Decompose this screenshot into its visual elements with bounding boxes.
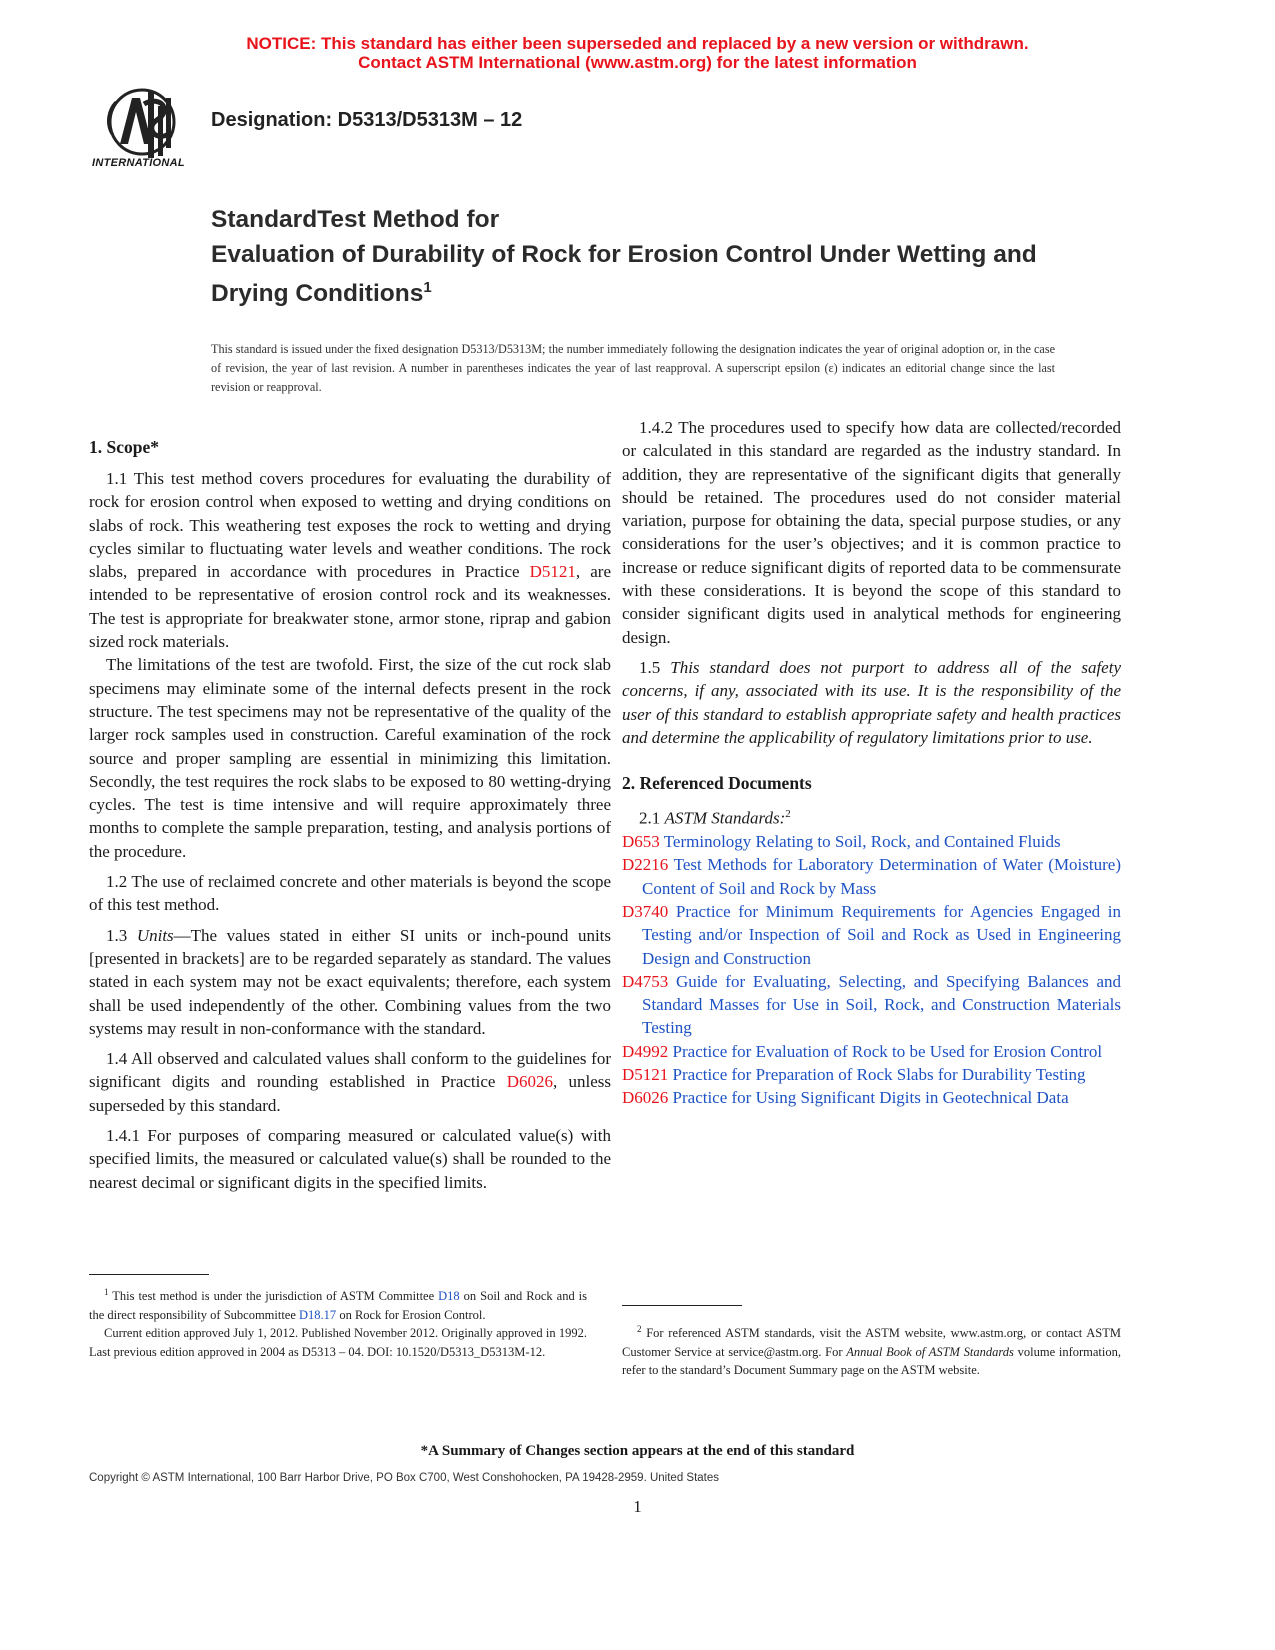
notice-line-2: Contact ASTM International (www.astm.org) for the latest information xyxy=(358,53,917,72)
reference-title[interactable]: Terminology Relating to Soil, Rock, and Contained Fluids xyxy=(663,832,1061,852)
footnote-2 xyxy=(622,1320,1121,1380)
withdrawal-notice xyxy=(0,34,1275,72)
reference-code[interactable]: D6026 xyxy=(622,1088,669,1108)
para-2-1 xyxy=(622,803,1121,830)
footnote-1 xyxy=(89,1283,587,1361)
para-1-4-text-b: , unless superseded by this standard. xyxy=(89,1072,611,1115)
footnote-rule-left xyxy=(89,1274,209,1275)
footnote-rule-right xyxy=(622,1305,742,1306)
link-d18[interactable]: D18 xyxy=(438,1289,460,1304)
para-1-1-text-b: , are intended to be representative of erosion control rock and its weaknesses. The test is appropriate for breakwater stone, armor stone, riprap and gabion sized rock materials. xyxy=(89,562,611,652)
page-number: 1 xyxy=(633,1497,642,1516)
footnote-2-text-b: volume information, refer to the standard’s Document Summary page on the ASTM website. xyxy=(622,1344,1121,1378)
para-1-5 xyxy=(622,656,1121,749)
footnote-2-para xyxy=(622,1320,1121,1380)
reference-code[interactable]: D2216 xyxy=(622,855,669,875)
para-1-3-text: —The values stated in either SI units or inch-pound units [presented in brackets] are to be regarded separately as standard. The values stated in each system may not be exact equivalents; therefore, each system shall be used independently of the other. Combining values from the two systems may result in non-conformance with the standard. xyxy=(89,925,612,1038)
reference-code[interactable]: D3740 xyxy=(622,902,669,921)
reference-item[interactable] xyxy=(622,853,1121,900)
reference-code[interactable]: D4753 xyxy=(622,971,669,991)
title-line-1: StandardTest Method for xyxy=(211,206,500,233)
para-1-4-text-a: 1.4 All observed and calculated values shall conform to the guidelines for significant digits and rounding established in Practice xyxy=(89,1049,611,1092)
para-1-1 xyxy=(89,467,611,653)
astm-logo xyxy=(92,84,197,176)
section-2-heading: 2. Referenced Documents xyxy=(622,773,812,794)
footnote-1-text-b: on Soil and Rock and is the direct responsibility of Subcommittee xyxy=(89,1289,588,1322)
reference-item[interactable] xyxy=(622,1040,1121,1063)
footnote-1-para-1 xyxy=(89,1283,587,1324)
footnote-1-mark: 1 xyxy=(104,1287,109,1297)
reference-item[interactable] xyxy=(622,970,1121,1040)
para-1-3-number: 1.3 xyxy=(106,925,137,945)
issued-statement: This standard is issued under the fixed designation D5313/D5313M; the number immediately following the designation indicates the year of original adoption or, in the case of revision, the year of last revision. A number in parentheses indicates the year of last reapproval. A superscript epsilon (ε) indicates an editorial change since the last revision or reapproval. xyxy=(211,342,1055,394)
link-d18-17[interactable]: D18.17 xyxy=(299,1307,337,1322)
para-1-1-text-a: 1.1 This test method covers procedures for evaluating the durability of rock for erosion control when exposed to wetting and drying conditions on slabs of rock. This weathering test exposes the rock to wetting and drying cycles similar to fluctuating water levels and weather conditions. The rock slabs, prepared in accordance with procedures in Practice xyxy=(89,469,611,582)
notice-line-1: NOTICE: This standard has either been superseded and replaced by a new version or withdrawn. xyxy=(246,34,1029,53)
reference-title[interactable]: Practice for Preparation of Rock Slabs for Durability Testing xyxy=(672,1065,1086,1085)
title-line-2: Evaluation of Durability of Rock for Erosion Control Under Wetting and Drying Conditions xyxy=(211,241,1037,308)
reference-title[interactable]: Practice for Evaluation of Rock to be Used for Erosion Control xyxy=(672,1041,1103,1061)
link-d5121[interactable]: D5121 xyxy=(529,562,576,582)
footnote-1-text-a: This test method is under the jurisdiction of ASTM Committee xyxy=(108,1289,439,1304)
para-2-1-number: 2.1 xyxy=(639,808,665,828)
para-limitations: The limitations of the test are twofold. First, the size of the cut rock slab specimens may eliminate some of the internal defects present in the rock structure. The test specimens may not be representative of the quality of the larger rock samples used in construction. Careful examination of the rock source and proper sampling are essential in minimizing this limitation. Secondly, the test requires the rock slabs to be exposed to 80 wetting-drying cycles. The test is time intensive and will require approximately three months to complete the sample preparation, testing, and analysis portions of the procedure. xyxy=(89,655,611,861)
para-1-2: 1.2 The use of reclaimed concrete and other materials is beyond the scope of this test method. xyxy=(89,872,611,915)
left-column xyxy=(89,435,611,1194)
reference-code[interactable]: D5121 xyxy=(622,1065,669,1085)
section-1-heading: 1. Scope* xyxy=(89,437,159,457)
reference-item[interactable] xyxy=(622,830,1121,853)
reference-title[interactable]: Guide for Evaluating, Selecting, and Specifying Balances and Standard Masses for Use in Soil, Rock, and Construction Materials Testing xyxy=(642,971,1121,1038)
right-column xyxy=(622,416,1121,1110)
reference-code[interactable]: D653 xyxy=(622,832,660,852)
footnote-2-mark: 2 xyxy=(637,1324,642,1334)
footnote-1-text-c: on Rock for Erosion Control. xyxy=(336,1307,486,1322)
title-main xyxy=(211,238,1071,310)
reference-title[interactable]: Practice for Using Significant Digits in Geotechnical Data xyxy=(672,1088,1069,1108)
designation: Designation: D5313/D5313M – 12 xyxy=(211,109,523,131)
para-1-4 xyxy=(89,1047,611,1117)
reference-title[interactable]: Practice for Minimum Requirements for Agencies Engaged in Testing and/or Inspection of Soil and Rock as Used in Engineering Design and Construction xyxy=(642,902,1121,968)
link-d6026[interactable]: D6026 xyxy=(506,1072,553,1092)
title-footnote-mark: 1 xyxy=(423,279,432,296)
logo-international-text: INTERNATIONAL xyxy=(92,157,185,169)
para-1-4-1: 1.4.1 For purposes of comparing measured or calculated value(s) with specified limits, the measured or calculated value(s) shall be rounded to the nearest decimal or significant digits in the specified limits. xyxy=(89,1126,611,1192)
footnote-1-para-2: Current edition approved July 1, 2012. Published November 2012. Originally approved in 1992. Last previous edition approved in 2004 as D5313 – 04. DOI: 10.1520/D5313_D5313M-12. xyxy=(89,1326,587,1359)
reference-item[interactable] xyxy=(622,1063,1121,1086)
para-2-1-footnote-mark: 2 xyxy=(785,808,791,821)
footnote-2-text-a: For referenced ASTM standards, visit the ASTM website, www.astm.org, or contact ASTM Customer Service at service@astm.org. For xyxy=(622,1326,1121,1359)
para-1-5-number: 1.5 xyxy=(639,657,671,677)
reference-title[interactable]: Test Methods for Laboratory Determination of Water (Moisture) Content of Soil and Rock by Mass xyxy=(642,855,1121,898)
reference-item[interactable] xyxy=(622,900,1121,970)
footnote-2-book-title: Annual Book of ASTM Standards xyxy=(846,1344,1014,1359)
reference-code[interactable]: D4992 xyxy=(622,1041,669,1061)
para-1-4-2: 1.4.2 The procedures used to specify how data are collected/recorded or calculated in this standard are regarded as the industry standard. In addition, they are representative of the significant digits that generally should be retained. The procedures used do not consider material variation, purpose for obtaining the data, special purpose studies, or any considerations for the user’s objectives; and it is common practice to increase or reduce significant digits of reported data to be commensurate with these considerations. It is beyond the scope of this standard to consider significant digits used in analytical methods for engineering design. xyxy=(622,418,1121,647)
reference-item[interactable] xyxy=(622,1086,1121,1109)
para-2-1-label: ASTM Standards: xyxy=(664,808,786,828)
para-1-5-text: This standard does not purport to address all of the safety concerns, if any, associated with its use. It is the responsibility of the user of this standard to establish appropriate safety and health practices and determine the applicability of regulatory limitations prior to use. xyxy=(622,657,1121,747)
para-1-3 xyxy=(89,924,611,1040)
copyright-line: Copyright © ASTM International, 100 Barr Harbor Drive, PO Box C700, West Conshohocken, PA 19428-2959. United States xyxy=(89,1472,720,1484)
para-1-3-units: Units xyxy=(136,925,174,945)
summary-of-changes-note: *A Summary of Changes section appears at the end of this standard xyxy=(420,1443,855,1459)
